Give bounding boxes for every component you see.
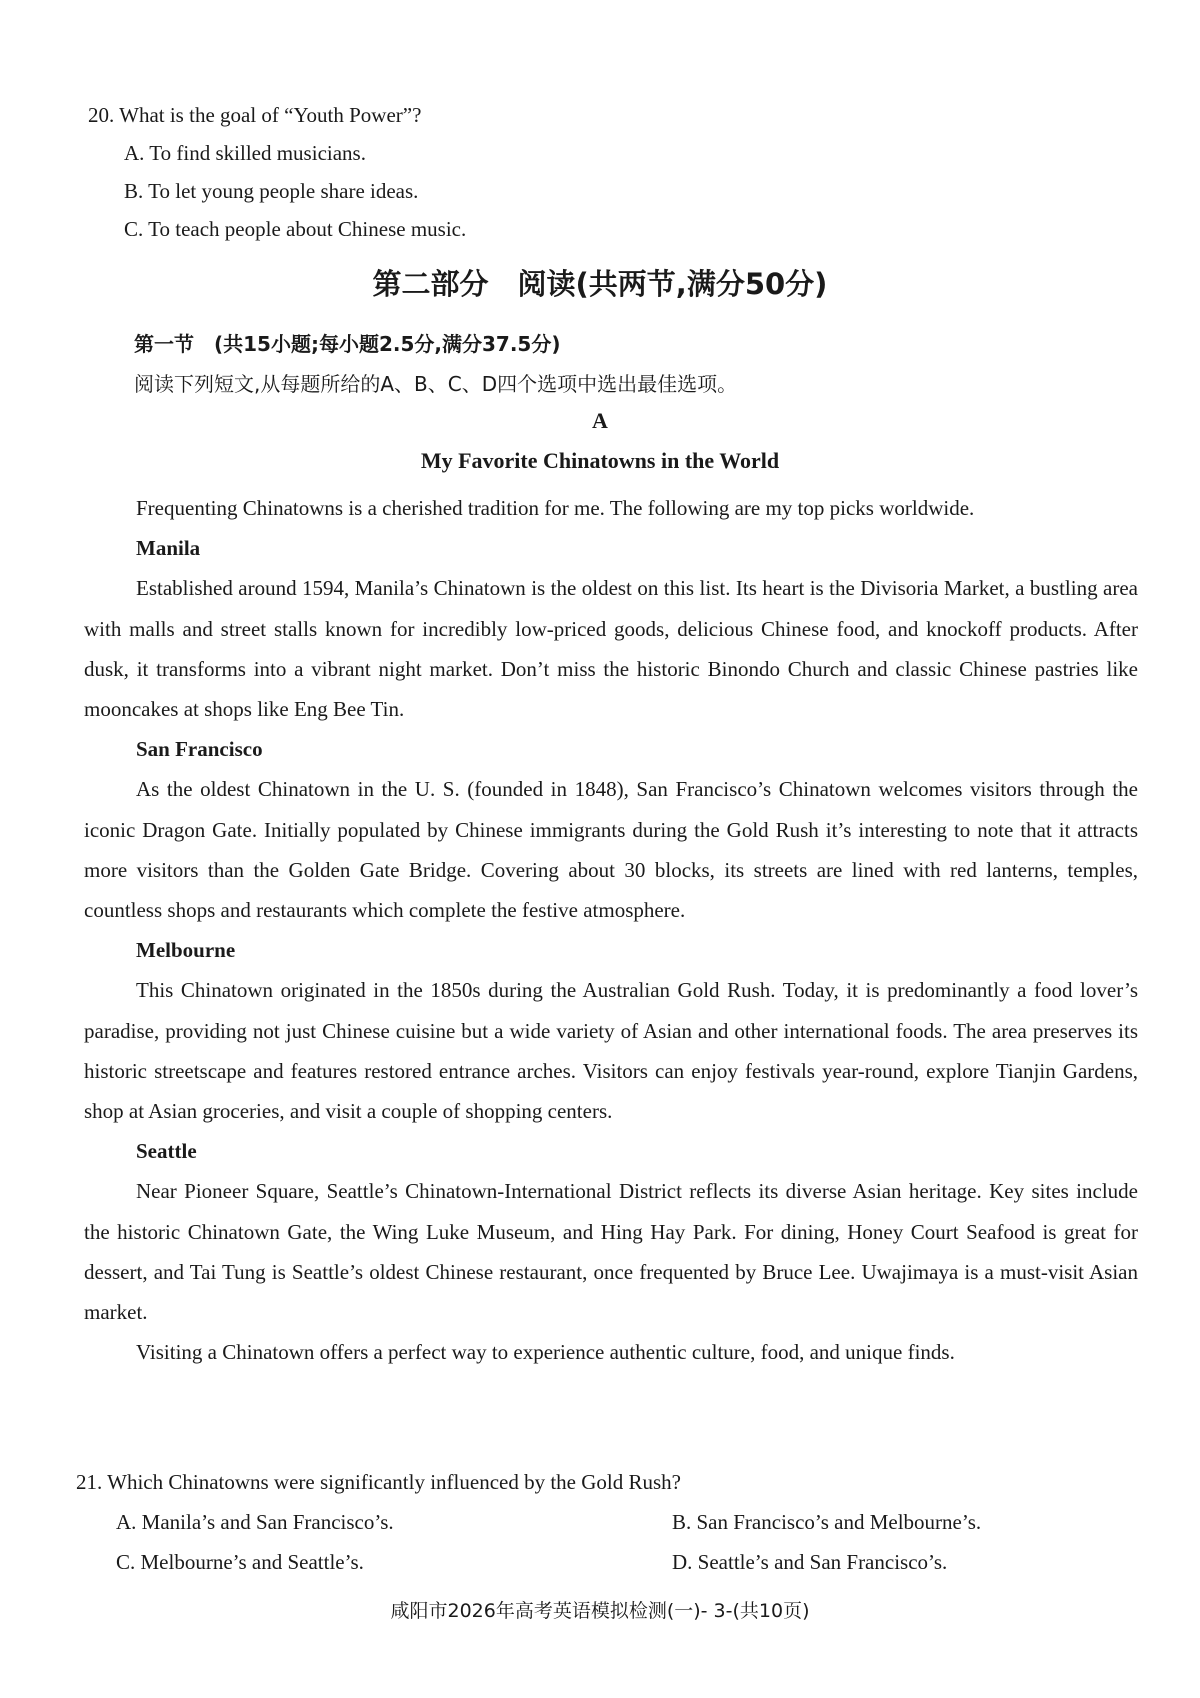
section-title: 第二部分 阅读(共两节,满分50分) — [372, 267, 828, 301]
question-20-option-c: C. To teach people about Chinese music. — [124, 217, 467, 241]
question-20-stem: 20. What is the goal of “Youth Power”? — [88, 103, 422, 127]
section-text-manila: Established around 1594, Manila’s Chinatown is the oldest on this list. Its heart is the Divisoria Market, a bustling area with malls and street stalls known for incredibly low-priced goods, delicious Chinese food, and knockoff products. After dusk, it transforms into a vibrant night market. Don’t miss the historic Binondo Church and classic Chinese pastries like mooncakes at shops like Eng Bee Tin. — [84, 576, 1138, 722]
question-21 — [76, 1462, 1136, 1582]
question-20-option-b: B. To let young people share ideas. — [124, 179, 419, 203]
question-21-options-row-1 — [76, 1502, 1136, 1542]
section-text-melbourne: This Chinatown originated in the 1850s during the Australian Gold Rush. Today, it is predominantly a food lover’s paradise, providing not just Chinese cuisine but a wide variety of Asian and other international foods. The area preserves its historic streetscape and features restored entrance arches. Visitors can enjoy festivals year-round, explore Tianjin Gardens, shop at Asian groceries, and visit a couple of shopping centers. — [84, 978, 1138, 1124]
section-heading-manila: Manila — [136, 536, 201, 561]
passage-intro: Frequenting Chinatowns is a cherished tradition for me. The following are my top picks worldwide. — [136, 496, 975, 520]
section-text-san-francisco: As the oldest Chinatown in the U. S. (founded in 1848), San Francisco’s Chinatown welcomes visitors through the iconic Dragon Gate. Initially populated by Chinese immigrants during the Gold Rush it’s interesting to note that it attracts more visitors than the Golden Gate Bridge. Covering about 30 blocks, its streets are lined with red lanterns, temples, countless shops and restaurants which complete the festive atmosphere. — [84, 777, 1138, 923]
section-subtitle: 第一节 (共15小题;每小题2.5分,满分37.5分) — [134, 332, 561, 356]
passage-label: A — [592, 408, 608, 433]
question-20-option-a: A. To find skilled musicians. — [124, 141, 366, 165]
section-heading-san-francisco: San Francisco — [136, 737, 263, 762]
question-21-option-d: D. Seattle’s and San Francisco’s. — [672, 1550, 948, 1574]
section-instruction: 阅读下列短文,从每题所给的A、B、C、D四个选项中选出最佳选项。 — [134, 372, 738, 396]
question-20 — [88, 96, 466, 248]
question-21-option-c: C. Melbourne’s and Seattle’s. — [116, 1550, 364, 1574]
page-footer: 咸阳市2026年高考英语模拟检测(一)- 3-(共10页) — [390, 1600, 810, 1622]
question-21-option-b: B. San Francisco’s and Melbourne’s. — [672, 1510, 982, 1534]
question-21-stem: 21. Which Chinatowns were significantly influenced by the Gold Rush? — [76, 1470, 681, 1494]
passage-body — [84, 488, 1138, 1372]
passage-title: My Favorite Chinatowns in the World — [420, 448, 780, 473]
section-heading-melbourne: Melbourne — [136, 938, 236, 963]
section-heading-seattle: Seattle — [136, 1139, 197, 1164]
passage-closing: Visiting a Chinatown offers a perfect way to experience authentic culture, food, and unique finds. — [136, 1340, 955, 1365]
question-21-option-a: A. Manila’s and San Francisco’s. — [116, 1510, 394, 1534]
section-text-seattle: Near Pioneer Square, Seattle’s Chinatown-International District reflects its diverse Asian heritage. Key sites include the historic Chinatown Gate, the Wing Luke Museum, and Hing Hay Park. For dining, Honey Court Seafood is great for dessert, and Tai Tung is Seattle’s oldest Chinese restaurant, once frequented by Bruce Lee. Uwajimaya is a must-visit Asian market. — [84, 1179, 1138, 1325]
question-21-options-row-2 — [76, 1542, 1136, 1582]
